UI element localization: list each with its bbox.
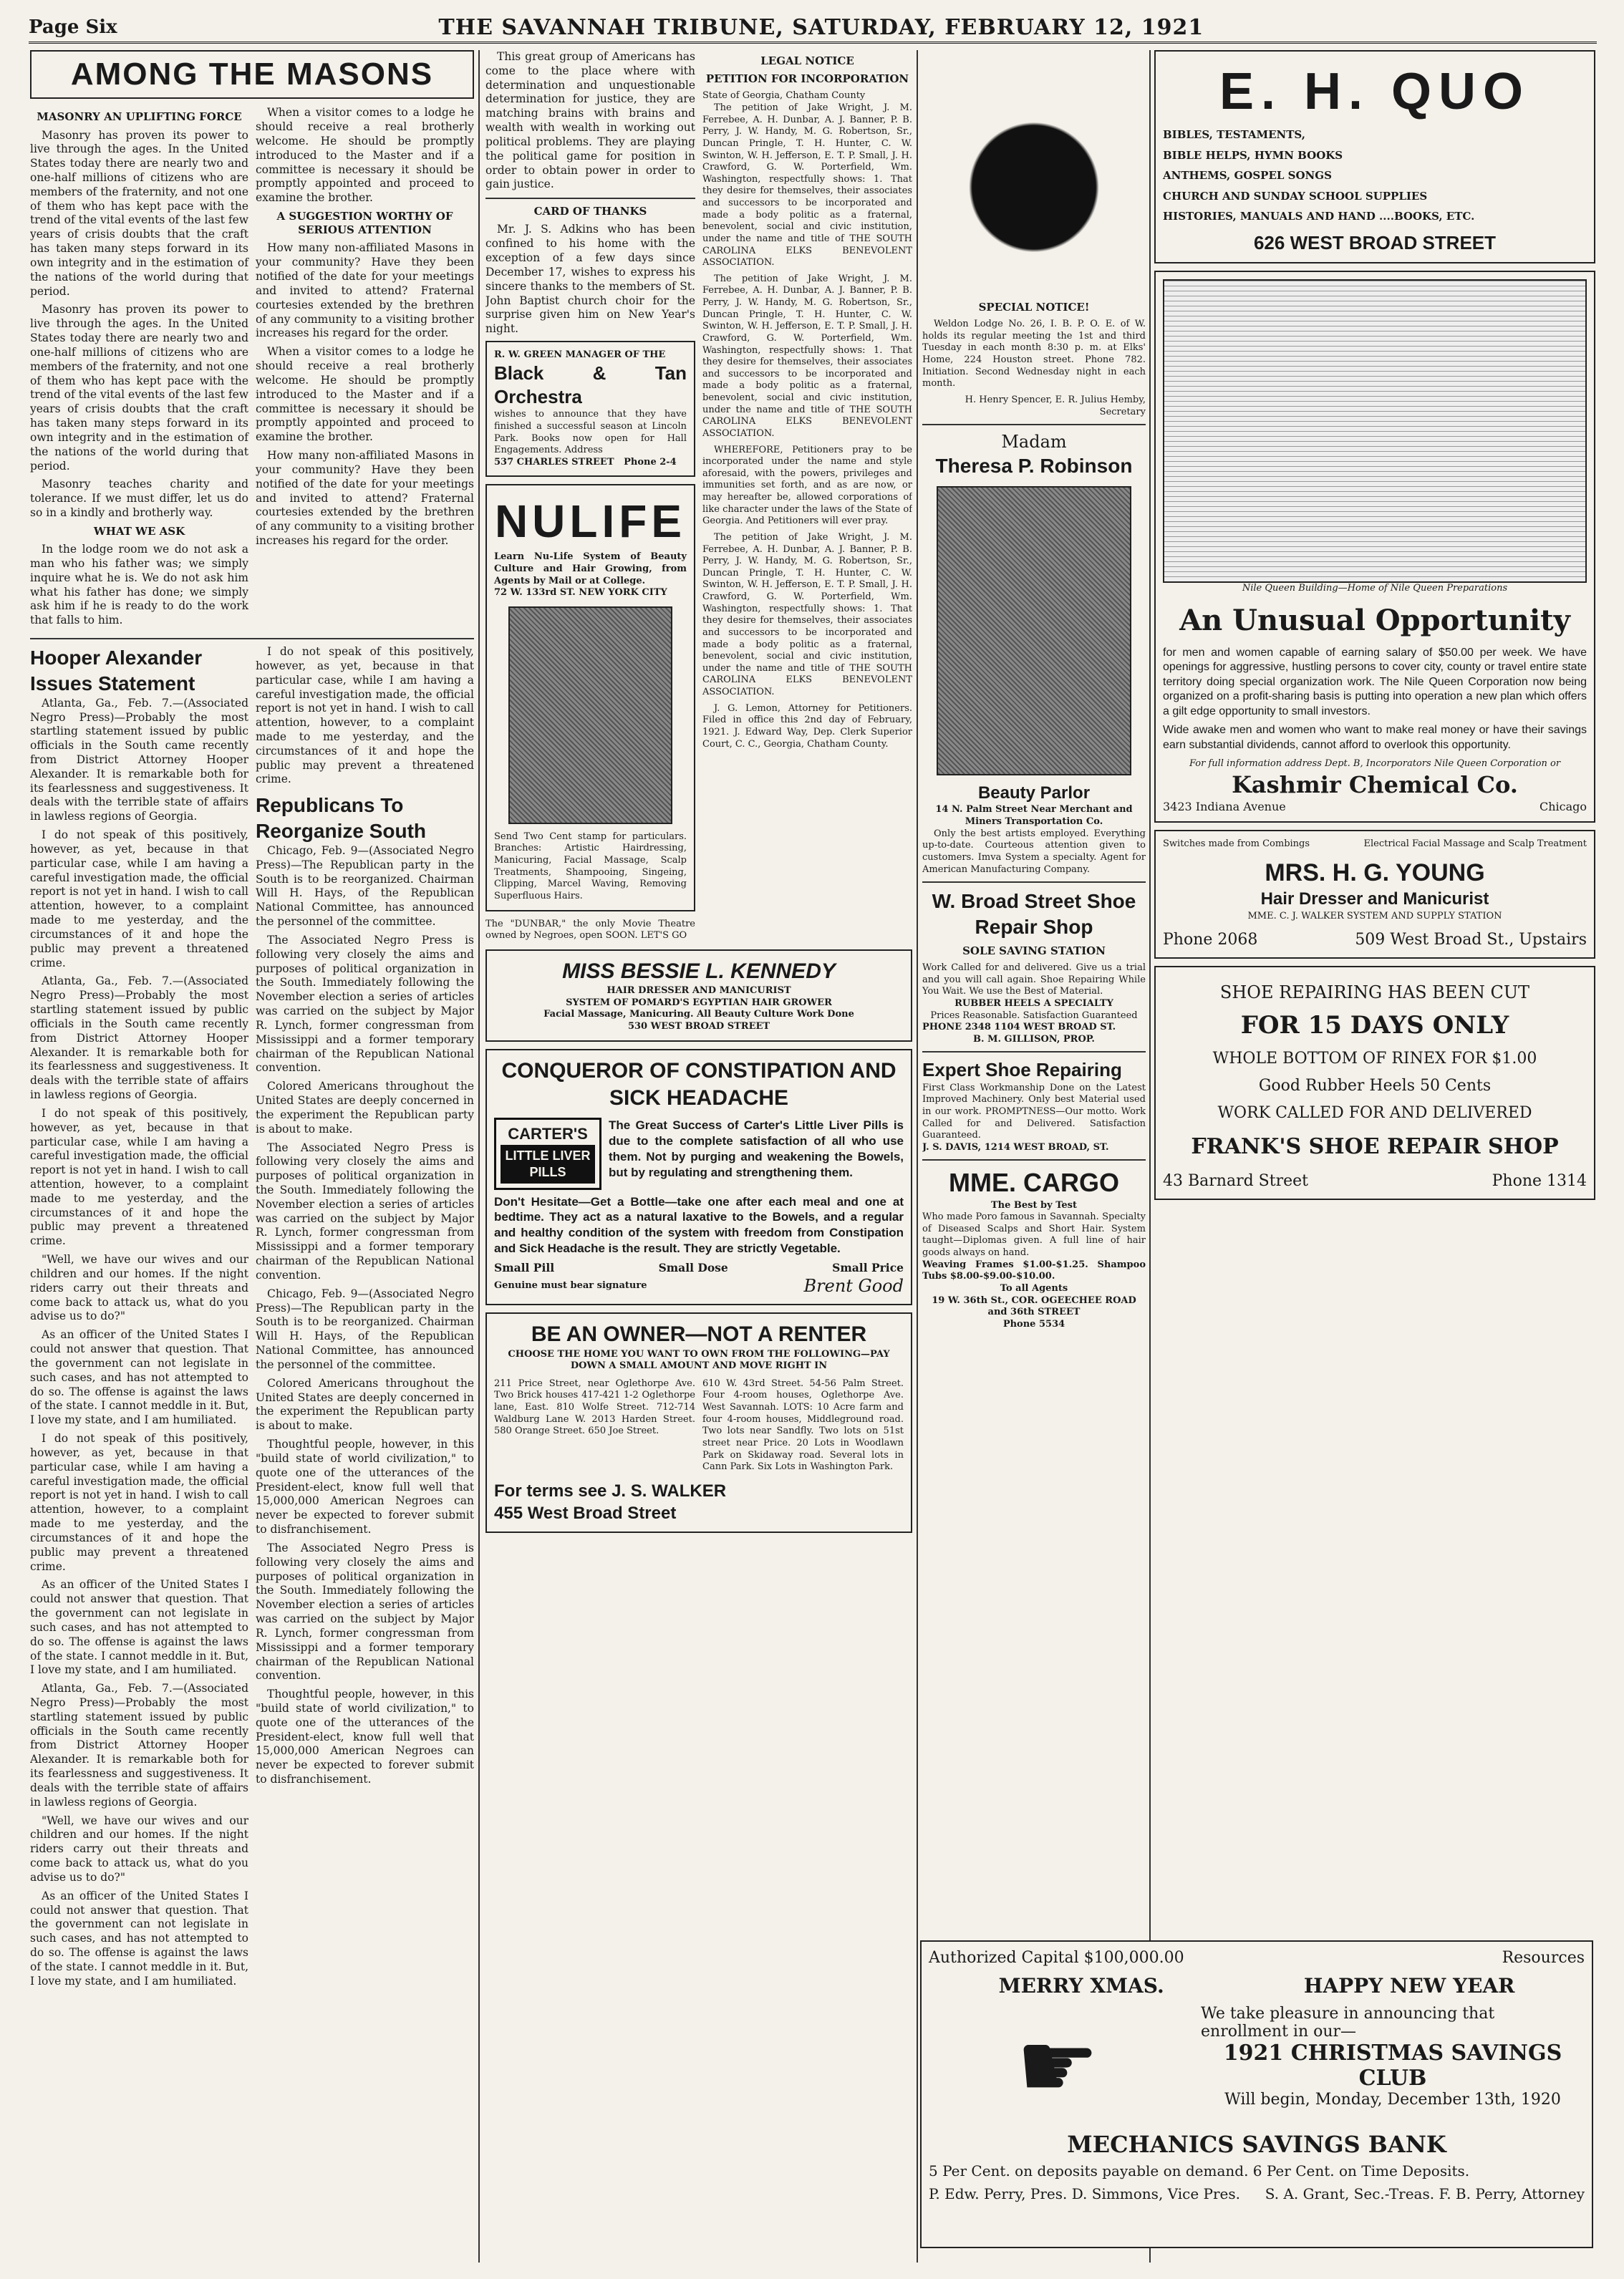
franks-line3: WHOLE BOTTOM OF RINEX FOR $1.00 [1212, 1049, 1537, 1068]
bank-lead: We take pleasure in announcing that enrollment in our— [1201, 2005, 1495, 2041]
quo-ad [1154, 50, 1595, 263]
masons-banner [30, 50, 474, 99]
orchestra-ad [485, 341, 695, 477]
bank-newyear: HAPPY NEW YEAR [1303, 1974, 1515, 1998]
page-number: Page Six [29, 16, 117, 38]
suggestion-head: A SUGGESTION WORTHY OF SERIOUS ATTENTION [276, 210, 453, 237]
carters-foot3: Small Price [832, 1260, 904, 1274]
expert-shoe-title: Expert Shoe Repairing [922, 1059, 1122, 1081]
quo-item: BIBLE HELPS, HYMN BOOKS [1163, 148, 1343, 162]
franks-line1: SHOE REPAIRING HAS BEEN CUT [1219, 982, 1530, 1002]
masons-what: In the lodge room we do not ask a man who his father was; we simply inquire what he is. We do not ask him what his father has done; we simply ask him if he is ready to do the work that falls to him. [30, 543, 248, 627]
cargo-address: 19 W. 36th St., COR. OGEECHEE ROAD and 36th STREET [932, 1295, 1136, 1318]
bank-xmas: MERRY XMAS. [998, 1974, 1164, 1998]
carters-logo-line2: LITTLE LIVER PILLS [501, 1145, 595, 1184]
hooper-title: Hooper Alexander Issues Statement [30, 647, 203, 695]
masons-title: AMONG THE MASONS [70, 57, 434, 92]
cargo-phone: Phone 5534 [1002, 1318, 1065, 1330]
broad-shoe-body: Work Called for and delivered. Give us a trial and you will call again. Shoe Repairing While You Wait. We use the Best of Material. [922, 962, 1146, 997]
bank-officers-left: P. Edw. Perry, Pres. D. Simmons, Vice Pres. [929, 2185, 1241, 2202]
column-rule [917, 50, 918, 2263]
cargo-title: MME. CARGO [949, 1168, 1119, 1198]
bank-capital: Authorized Capital $100,000.00 [929, 1949, 1184, 1967]
kashmir-body: for men and women capable of earning salary of $50.00 per week. We have openings for aggressive, hustling persons to cover city, county or travel entire state territory doing special organization work. The Nile Queen Corporation now being organized on a profit-sharing basis is putting into operation a new plan which offers a gilt edge opportunity to small investors. [1163, 646, 1587, 717]
hooper-p2: I do not speak of this positively, however, as yet, because in that particular case, while I am having a careful investigation made, the official report is not yet in hand. I wish to call attention, however, to a complaint made to me yesterday, and the circumstances of it and hope the public may prevent a threatened crime. [256, 645, 474, 786]
robinson-address: 14 N. Palm Street Near Merchant and Miners Transportation Co. [935, 804, 1133, 828]
bank-club: 1921 CHRISTMAS SAVINGS CLUB [1223, 2041, 1562, 2091]
owner-sub: CHOOSE THE HOME YOU WANT TO OWN FROM THE FOLLOWING—PAY DOWN A SMALL AMOUNT AND MOVE RIGHT IN [508, 1348, 890, 1372]
hooper-p1: Atlanta, Ga., Feb. 7.—(Associated Negro Press)—Probably the most startling statement issued by public officials in the South came recently from District Attorney Hooper Alexander. It is remarkable both for its fearlessness and suggestiveness. It deals with the terrible state of affairs in lawless regions of Georgia. [30, 1682, 248, 1809]
masthead [29, 13, 1597, 44]
hooper-p2: I do not speak of this positively, however, as yet, because in that particular case, while I am having a careful investigation made, the official report is not yet in hand. I wish to call attention, however, to a complaint made to me yesterday, and the circumstances of it and hope the public may prevent a threatened crime. [30, 828, 248, 969]
robinson-title: Beauty Parlor [977, 783, 1091, 803]
kennedy-line1: HAIR DRESSER AND MANICURIST [606, 985, 791, 997]
column-c [922, 50, 1146, 2263]
owner-list-left: 211 Price Street, near Oglethorpe Ave. Two Brick houses 417-421 1-2 Oglethorpe lane, East. 810 Wolfe Street. 712-714 Waldburg Lane W. 2013 Harden Street. 580 Orange Street. 650 Joe Street. [494, 1378, 695, 1437]
carters-body: Don't Hesitate—Get a Bottle—take one after each meal and one at bedtime. They act as a natural laxative to the Bowels, and a regular and healthy condition of the system with freedom from Constipation and Sick Headache is the result. They are strictly Vegetable. [494, 1194, 904, 1255]
legal-sign: J. G. Lemon, Attorney for Petitioners. Filed in office this 2nd day of February, 1921. J. Edward Way, Dep. Clerk Superior Court, C. C., Georgia, Chatham County. [702, 702, 912, 750]
legal-body: The petition of Jake Wright, J. M. Ferrebee, A. H. Dunbar, A. J. Banner, P. B. Perry, J. W. Handy, M. G. Robertson, Sr., Duncan Pringle, T. H. Hunter, C. W. Swinton, W. H. Jefferson, E. T. P. Small, J. H. Crawford, G. W. Porterfield, Wm. Washington, respectfully shows: 1. That they desire for themselves, their associates and successors to be incorporated and made a body politic as a fraternal, benevolent, social and civic institution, under the name and title of THE SOUTH CAROLINA ELKS BENEVOLENT ASSOCIATION. [702, 531, 912, 697]
cargo-prices: Weaving Frames $1.00-$1.25. Shampoo Tubs $8.00-$9.00-$10.00. [922, 1259, 1146, 1282]
column-rule [1149, 50, 1151, 2263]
col3-top: This great group of Americans has come to the place where with determination and unquestionable determination for justice, they are matching brains with brains and wealth with wealth in working out political problems. They are playing the political game for position in order to obtain power in order to gain justice. [485, 50, 695, 191]
broad-shoe-prices: Prices Reasonable. Satisfaction Guaranteed [930, 1010, 1138, 1021]
republicans-p2: The Associated Negro Press is following very closely the aims and purposes of political organization in the South. Immediately following the November election a series of articles was carried on the subject by Major R. Lynch, former congressman from Mississippi and a former temporary chairman of the Republican National convention. [256, 933, 474, 1075]
column-d [1154, 50, 1595, 2263]
carters-lead: The Great Success of Carter's Little Liver Pills is due to the complete satisfaction of all who use them. Not by purging and weakening the Bowels, but by regulating and strengthening them. [609, 1118, 904, 1179]
broad-shoe-phone: PHONE 2348 1104 WEST BROAD ST. [922, 1022, 1116, 1033]
bank-officers-right: S. A. Grant, Sec.-Treas. F. B. Perry, Attorney [1265, 2185, 1585, 2202]
cargo-body: Who made Poro famous in Savannah. Specialty of Diseased Scalps and Short Hair. System taught—Diplomas given. A full line of hair goods always on hand. [922, 1211, 1146, 1259]
expert-shoe-body: First Class Workmanship Done on the Latest Improved Machinery. Only best Material used in our work. PROMPTNESS—Our motto. Work Called for and Delivered. Satisfaction Guaranteed. [922, 1082, 1146, 1141]
quo-item: HISTORIES, MANUALS AND HAND ....BOOKS, ETC. [1163, 210, 1475, 223]
legal-head: LEGAL NOTICE [760, 54, 854, 67]
masons-lead-head: MASONRY AN UPLIFTING FORCE [37, 110, 242, 124]
kashmir-city: Chicago [1539, 799, 1587, 813]
carters-sig-note: Genuine must bear signature [494, 1279, 647, 1291]
cargo-sub: The Best by Test [991, 1199, 1077, 1211]
quo-item: ANTHEMS, GOSPEL SONGS [1163, 169, 1332, 183]
orchestra-lead: R. W. GREEN MANAGER OF THE [494, 349, 666, 361]
owner-ad [485, 1312, 912, 1533]
quo-name: E. H. QUO [1219, 63, 1531, 120]
kennedy-name: MISS BESSIE L. KENNEDY [562, 959, 836, 983]
elks-head: SPECIAL NOTICE! [978, 301, 1090, 314]
cargo-agents: To all Agents [1000, 1282, 1068, 1294]
franks-line4: Good Rubber Heels 50 Cents [1258, 1077, 1492, 1095]
hooper-p3: "Well, we have our wives and our children and our homes. If the night riders carry out their threats and come back to attack us, what do you advise us to do?" [30, 1814, 248, 1884]
legal-body: The petition of Jake Wright, J. M. Ferrebee, A. H. Dunbar, A. J. Banner, P. B. Perry, J. W. Handy, M. G. Robertson, Sr., Duncan Pringle, T. H. Hunter, C. W. Swinton, W. H. Jefferson, E. T. P. Small, J. H. Crawford, G. W. Porterfield, Wm. Washington, respectfully shows: 1. That they desire for themselves, their associates and successors to be incorporated and made a body politic as a fraternal, benevolent, social and civic institution, under the name and title of THE SOUTH CAROLINA ELKS BENEVOLENT ASSOCIATION. [702, 273, 912, 439]
quo-address: 626 WEST BROAD STREET [1253, 231, 1497, 253]
kashmir-caption: Nile Queen Building—Home of Nile Queen Preparations [1242, 582, 1508, 594]
carters-logo [494, 1118, 601, 1189]
broad-shoe-prop: B. M. GILLISON, PROP. [973, 1033, 1095, 1045]
franks-line5: WORK CALLED FOR AND DELIVERED [1217, 1104, 1532, 1123]
robinson-name: Theresa P. Robinson [935, 454, 1133, 477]
orchestra-address: 537 CHARLES STREET [494, 456, 614, 468]
kashmir-address: 3423 Indiana Avenue [1163, 799, 1286, 813]
robinson-photo [937, 486, 1131, 775]
kennedy-line2: SYSTEM OF POMARD'S EGYPTIAN HAIR GROWER [566, 997, 832, 1008]
masons-what-head: WHAT WE ASK [93, 524, 185, 538]
owner-address: 455 West Broad Street [494, 1503, 677, 1523]
nulife-body: Learn Nu-Life System of Beauty Culture and Hair Growing, from Agents by Mail or at College. [494, 551, 687, 586]
hooper-p4: As an officer of the United States I could not answer that question. That the government can not legislate in such cases, and has not attempted to do so. The offense is against the laws of the state. I cannot meddle in it. But, I love my state, and I am humiliated. [30, 1328, 248, 1427]
broad-shoe-title: W. Broad Street Shoe Repair Shop [932, 890, 1136, 939]
column-middle [485, 50, 912, 2263]
franks-ad [1154, 966, 1595, 1200]
franks-phone: Phone 1314 [1492, 1171, 1587, 1190]
thanks-head: CARD OF THANKS [533, 205, 647, 218]
nulife-address: 72 W. 133rd ST. NEW YORK CITY [494, 587, 667, 599]
franks-line2: FOR 15 DAYS ONLY [1240, 1011, 1509, 1040]
owner-title: BE AN OWNER—NOT A RENTER [531, 1322, 867, 1347]
hooper-p4: As an officer of the United States I could not answer that question. That the government can not legislate in such cases, and has not attempted to do so. The offense is against the laws of the state. I cannot meddle in it. But, I love my state, and I am humiliated. [30, 1578, 248, 1677]
legal-body2: WHEREFORE, Petitioners pray to be incorporated under the name and style aforesaid, with the powers, privileges and immunities set forth, and as are now, or may hereafter be, allowed corporations of like character under the laws of the State of Georgia. And Petitioners will ever pray. [702, 444, 912, 527]
bank-name: MECHANICS SAVINGS BANK [1067, 2131, 1446, 2158]
bank-ad [920, 1940, 1593, 2248]
carters-signature: Brent Good [803, 1275, 904, 1296]
robinson-pre: Madam [1001, 432, 1067, 453]
nulife-ad [485, 484, 695, 911]
thanks-body: Mr. J. S. Adkins who has been confined to his home with the exception of a few days since December 17, wishes to express his sincere thanks to the members of St. John Baptist church choir for the surprise given him on New Year's night. [485, 223, 695, 336]
hooper-p2: I do not speak of this positively, however, as yet, because in that particular case, while I am having a careful investigation made, the official report is not yet in hand. I wish to call attention, however, to a complaint made to me yesterday, and the circumstances of it and hope the public may prevent a threatened crime. [30, 1106, 248, 1248]
kashmir-company: Kashmir Chemical Co. [1232, 770, 1518, 798]
franks-name: FRANK'S SHOE REPAIR SHOP [1191, 1134, 1559, 1160]
kennedy-line3: Facial Massage, Manicuring. All Beauty Culture Work Done [543, 1009, 854, 1020]
divider [30, 638, 474, 639]
orchestra-body: wishes to announce that they have finished a successful season at Lincoln Park. Books now open for Hall Engagements. Address [494, 409, 687, 456]
hooper-p2: I do not speak of this positively, however, as yet, because in that particular case, while I am having a careful investigation made, the official report is not yet in hand. I wish to call attention, however, to a complaint made to me yesterday, and the circumstances of it and hope the public may prevent a threatened crime. [30, 1432, 248, 1573]
divider [922, 881, 1146, 883]
quo-item: BIBLES, TESTAMENTS, [1163, 128, 1305, 142]
republicans-p4: Thoughtful people, however, in this "build state of world civilization," to quote one of the utterances of the President-elect, know full well that 15,000,000 American Negroes can never be expected to forever submit to disfranchisement. [256, 1438, 474, 1537]
masons-lead: Masonry has proven its power to live through the ages. In the United States today there are nearly two and one-half millions of citizens who are members of the fraternity, and not one of them who has kept pace with the trend of the vital events of the last few years of crisis doubts that the craft has taken many steps forward in its own integrity and in the estimation of the nations of the world during that period. [30, 303, 249, 473]
masons-closing: Masonry teaches charity and tolerance. If we must differ, let us do so in a kindly and brotherly way. [30, 478, 248, 520]
nulife-foot: Send Two Cent stamp for particulars. Branches: Artistic Hairdressing, Manicuring, Facial Massage, Scalp Treatments, Shampooing, Singeing, Clipping, Marcel Waving, Removing Superfluous Hairs. [494, 831, 687, 901]
carters-title: CONQUEROR OF CONSTIPATION AND SICK HEADACHE [501, 1058, 896, 1111]
masons-visitor: When a visitor comes to a lodge he should receive a real brotherly welcome. He should be promptly introduced to the Master and if a committee is necessary it should be promptly appointed and proceed to examine the brother. [256, 106, 474, 205]
republicans-p3: Colored Americans throughout the United States are deeply concerned in the experiment the Republican party is about to make. [256, 1080, 474, 1136]
bank-resources: Resources [1502, 1949, 1585, 1967]
carters-logo-line1: CARTER'S [508, 1125, 588, 1143]
franks-address: 43 Barnard Street [1163, 1171, 1308, 1190]
hooper-p1: Atlanta, Ga., Feb. 7.—(Associated Negro Press)—Probably the most startling statement issued by public officials in the South came recently from District Attorney Hooper Alexander. It is remarkable both for its fearlessness and suggestiveness. It deals with the terrible state of affairs in lawless regions of Georgia. [30, 974, 248, 1102]
young-phone: Phone 2068 [1163, 930, 1258, 949]
portrait-photo [508, 606, 672, 824]
carters-ad [485, 1049, 912, 1306]
kennedy-ad [485, 949, 912, 1042]
column-masons [30, 50, 474, 2263]
masons-visitor: When a visitor comes to a lodge he should receive a real brotherly welcome. He should be promptly introduced to the Master and if a committee is necessary it should be promptly appointed and proceed to examine the brother. [256, 345, 474, 444]
broad-shoe-sub: SOLE SAVING STATION [962, 944, 1106, 957]
paper-dateline: THE SAVANNAH TRIBUNE, SATURDAY, FEBRUARY 12, 1921 [438, 14, 1204, 40]
bank-interest: 5 Per Cent. on deposits payable on demand. 6 Per Cent. on Time Deposits. [929, 2162, 1470, 2179]
republicans-p2: The Associated Negro Press is following very closely the aims and purposes of political organization in the South. Immediately following the November election a series of articles was carried on the subject by Major R. Lynch, former congressman from Mississippi and a former temporary chairman of the Republican National convention. [256, 1541, 474, 1683]
elks-body: Weldon Lodge No. 26, I. B. P. O. E. of W. holds its regular meeting the 1st and third Tuesday in each month 8:30 p. m. at Elks' Home, 224 Houston street. Phone 782. Initiation. Second Wednesday night in each month. [922, 319, 1146, 389]
expert-shoe-address: J. S. DAVIS, 1214 WEST BROAD, ST. [922, 1141, 1109, 1153]
young-title: Hair Dresser and Manicurist [1260, 889, 1489, 909]
column-rule [478, 50, 480, 2263]
divider [485, 198, 695, 199]
young-left: Switches made from Combings [1163, 838, 1310, 850]
owner-list-right: 610 W. 43rd Street. 54-56 Palm Street. Four 4-room houses, Oglethorpe Ave. West Savannah. LOTS: 10 Acre farm and four 4-room houses, Middleground road. Two lots near Sandfly. Two lots on 51st street near Price. 20 Lots in Woodlawn Park on Skidaway road. Several lots in Cann Park. Six Lots in Washington Park. [702, 1378, 904, 1473]
divider [922, 1159, 1146, 1161]
young-name: MRS. H. G. YOUNG [1265, 858, 1485, 886]
bank-begin: Will begin, Monday, December 13th, 1920 [1224, 2091, 1561, 2109]
republicans-p1: Chicago, Feb. 9—(Associated Negro Press)—The Republican party in the South is to be reorganized. Chairman Will H. Hays, of the Republican National Committee, has announced the personnel of the committee. [256, 843, 474, 929]
orchestra-name: Black & Tan Orchestra [494, 362, 687, 407]
suggestion-body: How many non-affiliated Masons in your community? Have they been notified of the date for your meetings and invited to attend? Fraternal courtesies extended by the brethren of any community to a visiting brother increases his regard for the order. [256, 449, 474, 548]
kashmir-title: An Unusual Opportunity [1179, 603, 1570, 637]
kashmir-ad [1154, 271, 1595, 823]
republicans-title: Republicans To Reorganize South [256, 794, 427, 843]
dunbar-notice: The "DUNBAR," the only Movie Theatre owned by Negroes, open SOON. LET'S GO [485, 918, 695, 942]
pointing-hand-icon: ☛ [1015, 2011, 1100, 2120]
kashmir-info: For full information address Dept. B, Incorporators Nile Queen Corporation or [1189, 758, 1561, 770]
nulife-brand: NULIFE [494, 495, 687, 548]
republicans-p3: Colored Americans throughout the United States are deeply concerned in the experiment the Republican party is about to make. [256, 1376, 474, 1433]
young-right: Electrical Facial Massage and Scalp Treatment [1363, 838, 1587, 850]
republicans-p2: The Associated Negro Press is following very closely the aims and purposes of political organization in the South. Immediately following the November election a series of articles was carried on the subject by Major R. Lynch, former congressman from Mississippi and a former temporary chairman of the Republican National convention. [256, 1141, 474, 1282]
quo-item: CHURCH AND SUNDAY SCHOOL SUPPLIES [1163, 189, 1428, 203]
divider [922, 1051, 1146, 1053]
young-address: 509 West Broad St., Upstairs [1355, 930, 1587, 949]
robinson-body: Only the best artists employed. Everything up-to-date. Courteous attention given to customers. Imva System a specialty. Agent for American Manufacturing Company. [922, 828, 1146, 875]
elk-head-icon [937, 57, 1131, 294]
hooper-p3: "Well, we have our wives and our children and our homes. If the night riders carry out their threats and come back to attack us, what do you advise us to do?" [30, 1253, 248, 1323]
legal-sub: PETITION FOR INCORPORATION [705, 72, 909, 86]
suggestion-body: How many non-affiliated Masons in your community? Have they been notified of the date for your meetings and invited to attend? Fraternal courtesies extended by the brethren of any community to a visiting brother increases his regard for the order. [256, 241, 474, 340]
young-ad [1154, 830, 1595, 959]
orchestra-phone: Phone 2-4 [624, 456, 677, 468]
kashmir-body2: Wide awake men and women who want to make real money or have their savings earn substantial dividends, cannot afford to overlook this opportunity. [1163, 724, 1587, 751]
carters-foot2: Small Dose [658, 1260, 728, 1274]
carters-foot1: Small Pill [494, 1260, 555, 1274]
owner-terms: For terms see J. S. WALKER [494, 1481, 727, 1501]
republicans-p4: Thoughtful people, however, in this "build state of world civilization," to quote one of the utterances of the President-elect, know full well that 15,000,000 American Negroes can never be expected to forever submit to disfranchisement. [256, 1688, 474, 1786]
legal-state: State of Georgia, Chatham County [702, 90, 866, 102]
republicans-p1: Chicago, Feb. 9—(Associated Negro Press)—The Republican party in the South is to be reorganized. Chairman Will H. Hays, of the Republican National Committee, has announced the personnel of the committee. [256, 1287, 474, 1371]
legal-body: The petition of Jake Wright, J. M. Ferrebee, A. H. Dunbar, A. J. Banner, P. B. Perry, J. W. Handy, M. G. Robertson, Sr., Duncan Pringle, T. H. Hunter, C. W. Swinton, W. H. Jefferson, E. T. P. Small, J. H. Crawford, G. W. Porterfield, Wm. Washington, respectfully shows: 1. That they desire for themselves, their associates and successors to be incorporated and made a body politic as a fraternal, benevolent, social and civic institution, under the name and title of THE SOUTH CAROLINA ELKS BENEVOLENT ASSOCIATION. [702, 102, 912, 268]
building-illustration [1163, 279, 1587, 583]
broad-shoe-spec: RUBBER HEELS A SPECIALTY [954, 997, 1113, 1009]
young-sub: MME. C. J. WALKER SYSTEM AND SUPPLY STATION [1247, 910, 1502, 921]
hooper-p1: Atlanta, Ga., Feb. 7.—(Associated Negro Press)—Probably the most startling statement issued by public officials in the South came recently from District Attorney Hooper Alexander. It is remarkable both for its fearlessness and suggestiveness. It deals with the terrible state of affairs in lawless regions of Georgia. [30, 696, 248, 823]
hooper-p4: As an officer of the United States I could not answer that question. That the government can not legislate in such cases, and has not attempted to do so. The offense is against the laws of the state. I cannot meddle in it. But, I love my state, and I am humiliated. [30, 1889, 248, 1988]
kennedy-address: 530 WEST BROAD STREET [627, 1021, 770, 1032]
elks-sign: H. Henry Spencer, E. R. Julius Hemby, Secretary [965, 394, 1146, 417]
divider [922, 424, 1146, 425]
masons-lead: Masonry has proven its power to live through the ages. In the United States today there are nearly two and one-half millions of citizens who are members of the fraternity, and not one of them who has kept pace with the trend of the vital events of the last few years of crisis doubts that the craft has taken many steps forward in its own integrity and in the estimation of the nations of the world during that period. [30, 128, 249, 298]
